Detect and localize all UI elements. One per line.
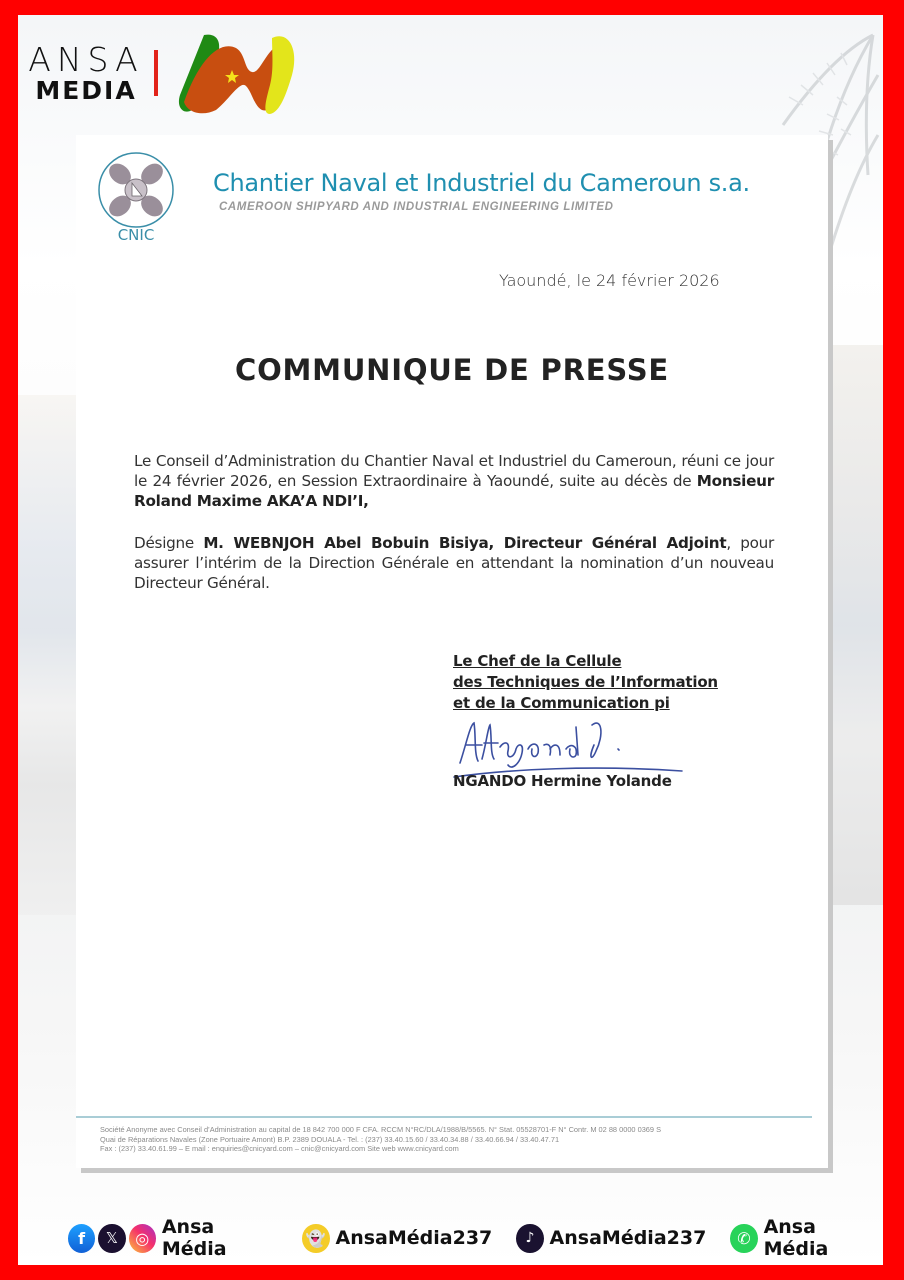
company-name: Chantier Naval et Industriel du Cameroun s.a.	[213, 169, 750, 197]
social-handle-ansa-media[interactable]: Ansa Média	[161, 1216, 227, 1260]
footer-line-address: Quai de Réparations Navales (Zone Portuaire Amont) B.P. 2389 DOUALA - Tel. : (237) 33.40.15.60 / 33.40.34.88 / 33.40.66.94 / 33.40.47.71	[100, 1134, 560, 1144]
place-date: Yaoundé, le 24 février 2026	[499, 271, 720, 290]
paragraph-designation-lead: Désigne	[134, 534, 204, 552]
paragraph-council	[134, 451, 774, 511]
deceased-name: Monsieur Roland Maxime AKA’A NDI’I,	[134, 472, 774, 510]
ansa-media-logo	[30, 30, 299, 115]
footer-divider	[76, 1116, 812, 1118]
tiktok-icon[interactable]: ♪	[516, 1224, 543, 1253]
signatory-title	[453, 651, 718, 714]
instagram-icon[interactable]: ◎	[129, 1224, 156, 1253]
facebook-icon[interactable]: f	[68, 1224, 95, 1253]
signatory-title-line1: Le Chef de la Cellule	[453, 652, 622, 670]
press-release-document	[76, 135, 828, 1168]
brand-line-ansa: ANSA	[28, 39, 144, 79]
ansa-media-m-logo-icon	[174, 30, 299, 115]
footer-line-company: Société Anonyme avec Conseil d’Administration au capital de 18 842 700 000 F CFA. RCCM N°RC/DLA/1988/B/5565. N° Stat. 05528701-F N° Contr. M 02 88 0000 0369 S	[100, 1125, 662, 1134]
brand-line-media: MEDIA	[35, 75, 137, 105]
social-handle-snapchat[interactable]: AnsaMédia237	[335, 1227, 493, 1249]
whatsapp-icon[interactable]: ✆	[730, 1224, 757, 1253]
social-media-bar	[68, 1216, 904, 1260]
paragraph-designation-rest: , pour assurer l’intérim de la Direction Générale en attendant la nomination d’un nouveau Directeur Général.	[134, 534, 774, 592]
company-subtitle: CAMEROON SHIPYARD AND INDUSTRIAL ENGINEERING LIMITED	[219, 201, 614, 213]
x-icon[interactable]: 𝕏	[98, 1224, 125, 1253]
social-handle-tiktok[interactable]: AnsaMédia237	[549, 1227, 707, 1249]
cnic-logo-icon	[96, 150, 176, 245]
designee-name: M. WEBNJOH Abel Bobuin Bisiya, Directeur Général Adjoint	[203, 534, 727, 552]
signatory-title-line3: et de la Communication pi	[453, 694, 670, 712]
brand-separator	[154, 50, 158, 96]
footer-line-contact: Fax : (237) 33.40.61.99 – E mail : enquiries@cnicyard.com – cnic@cnicyard.com Site web www.cnicyard.com	[100, 1144, 459, 1153]
snapchat-icon[interactable]: 👻	[302, 1224, 329, 1253]
background-building-right	[823, 345, 883, 905]
document-footer	[100, 1125, 661, 1154]
document-title: COMMUNIQUE DE PRESSE	[234, 353, 670, 387]
paragraph-designation	[134, 533, 774, 593]
background-building-left	[18, 395, 78, 915]
signatory-name: NGANDO Hermine Yolande	[453, 772, 672, 790]
svg-text:CNIC: CNIC	[117, 226, 155, 244]
paragraph-council-text: Le Conseil d’Administration du Chantier Naval et Industriel du Cameroun, réuni ce jour le 24 février 2026, en Session Extraordinaire à Yaoundé, suite au décès de	[134, 452, 774, 490]
signatory-title-line2: des Techniques de l’Information	[453, 673, 718, 691]
social-handle-whatsapp[interactable]: Ansa Média	[763, 1216, 829, 1260]
